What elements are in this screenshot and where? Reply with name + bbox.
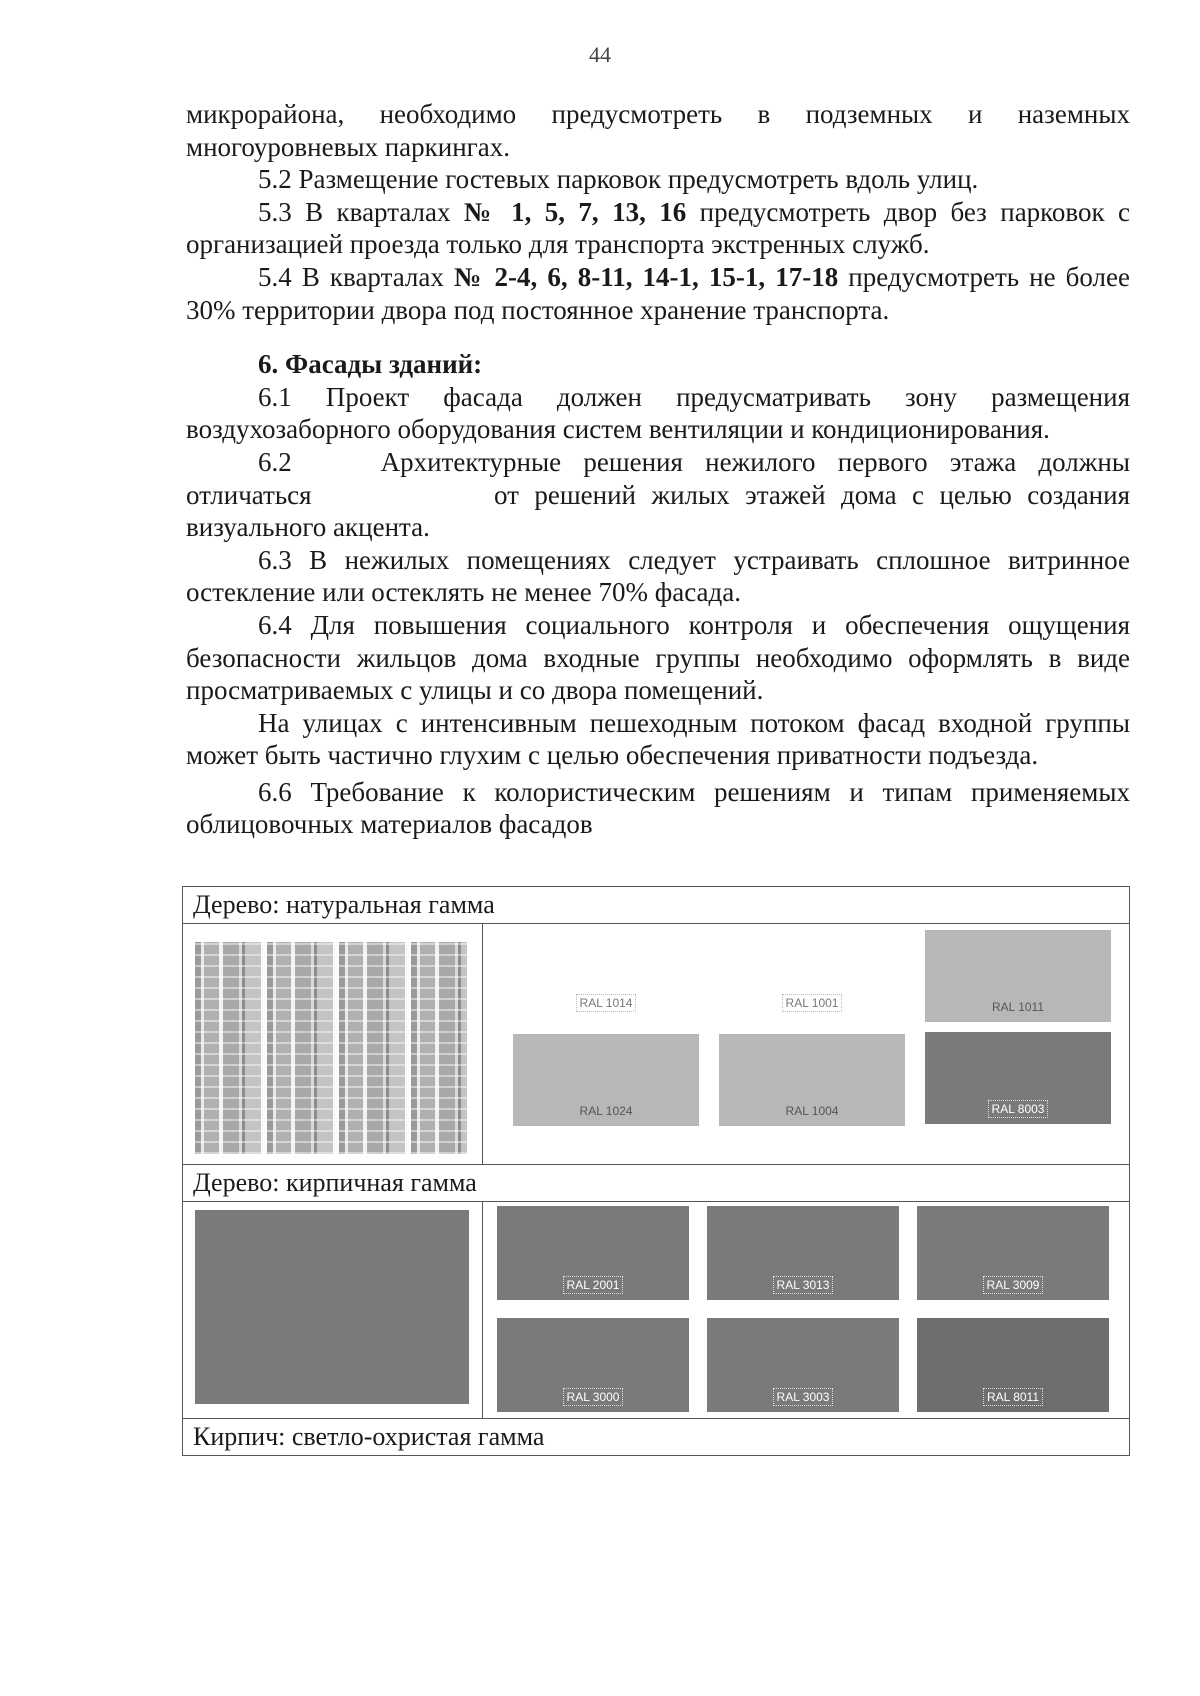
paragraph-5-4-rest: предусмотреть не более 30% территории двора под постоянное хранение транспорта. [186,261,1130,325]
paragraph-parking-continuation: микрорайона, необходимо предусмотреть в подземных и наземных многоуровневых паркингах. [186,99,1130,162]
paragraph-5-2: 5.2 Размещение гостевых парковок предусмотреть вдоль улиц. [258,164,979,195]
swatch-label: RAL 1014 [576,994,637,1012]
paragraph-5-3-blocks: № 1, 5, 7, 13, 16 [463,196,687,227]
color-swatch [497,1206,689,1300]
paragraph-6-6: 6.6 Требование к колористическим решениям и типам применяемых облицовочных материалов фасадов [186,776,1130,840]
swatch-label: RAL 2001 [563,1276,624,1294]
swatch-label: RAL 1011 [991,1000,1045,1014]
paragraph-6-4: 6.4 Для повышения социального контроля и обеспечения ощущения безопасности жильцов дома входные группы необходимо оформлять в виде просматриваемых с улицы и со двора помещений. [186,609,1130,706]
color-swatch [917,1318,1109,1412]
brick-sample-image [195,1210,469,1404]
table-section-row [183,887,1130,924]
paragraph-6-2-line1: Архитектурные решения нежилого первого этажа должны [380,446,1131,477]
paragraph-6-2-end: визуального акцента. [186,512,430,543]
brick-swatch-grid-cell [483,1202,1130,1419]
paragraph-6-5: На улицах с интенсивным пешеходным потоком фасад входной группы может быть частично глухим с целью обеспечения приватности подъезда. [186,707,1130,771]
paragraph-6-2-line2 [186,479,1130,512]
section-title-wood-brick: Дерево: кирпичная гамма [183,1165,1130,1202]
color-swatch [707,1318,899,1412]
swatch-label: RAL 3003 [773,1388,834,1406]
paragraph-6-2-word: отличаться [186,479,312,510]
paragraph-5-3-rest: предусмотреть двор без парковок с организацией проезда только для транспорта экстренных служб. [186,196,1130,260]
page-number: 44 [589,42,611,67]
swatch-label: RAL 1001 [782,994,843,1012]
color-swatch [917,1206,1109,1300]
paragraph-5-3 [186,196,1130,261]
paragraph-5-3-lead: 5.3 В кварталах [258,196,464,227]
table-section-row [183,1419,1130,1456]
section-title-wood-natural: Дерево: натуральная гамма [183,887,1130,924]
table-section-row [183,1165,1130,1202]
color-swatch [513,932,699,1024]
swatch-label: RAL 1004 [785,1104,839,1118]
color-swatch [497,1318,689,1412]
wood-swatch-grid [483,924,1129,1164]
table-swatch-row [183,1202,1130,1419]
swatch-label: RAL 8003 [988,1100,1049,1118]
paragraph-5-4-blocks: № 2-4, 6, 8-11, 14-1, 15-1, 17-18 [453,261,839,292]
paragraph-6-1: 6.1 Проект фасада должен предусматривать зону размещения воздухозаборного оборудования систем вентиляции и кондиционирования. [186,381,1130,445]
paragraph-6-2-rest: от решений жилых этажей дома с целью создания [494,479,1130,510]
paragraph-6-2 [186,446,1130,479]
color-swatch [513,1034,699,1126]
color-swatch [707,1206,899,1300]
paragraph-5-4 [186,261,1130,326]
color-swatch [719,932,905,1024]
wood-swatch-grid-cell [483,924,1130,1165]
color-swatch [925,930,1111,1022]
color-swatch [925,1032,1111,1124]
paragraph-5-4-lead: 5.4 В кварталах [258,261,454,292]
facade-color-table [182,886,1130,1456]
brick-swatch-grid [483,1202,1129,1418]
swatch-label: RAL 1024 [579,1104,633,1118]
paragraph-6-2-number: 6.2 [258,446,292,477]
wood-texture-image [195,942,467,1154]
wood-texture-cell [183,924,483,1165]
table-swatch-row [183,924,1130,1165]
brick-sample-cell [183,1202,483,1419]
color-swatch [719,1034,905,1126]
document-body [186,98,1130,841]
swatch-label: RAL 3000 [563,1388,624,1406]
swatch-label: RAL 3013 [773,1276,834,1294]
paragraph-6-3: 6.3 В нежилых помещениях следует устраивать сплошное витринное остекление или остеклять не менее 70% фасада. [186,544,1130,608]
swatch-label: RAL 8011 [983,1388,1043,1406]
section-title-brick-ochre: Кирпич: светло-охристая гамма [183,1419,1130,1456]
section-heading-facades: 6. Фасады зданий: [258,349,483,380]
swatch-label: RAL 3009 [983,1276,1044,1294]
